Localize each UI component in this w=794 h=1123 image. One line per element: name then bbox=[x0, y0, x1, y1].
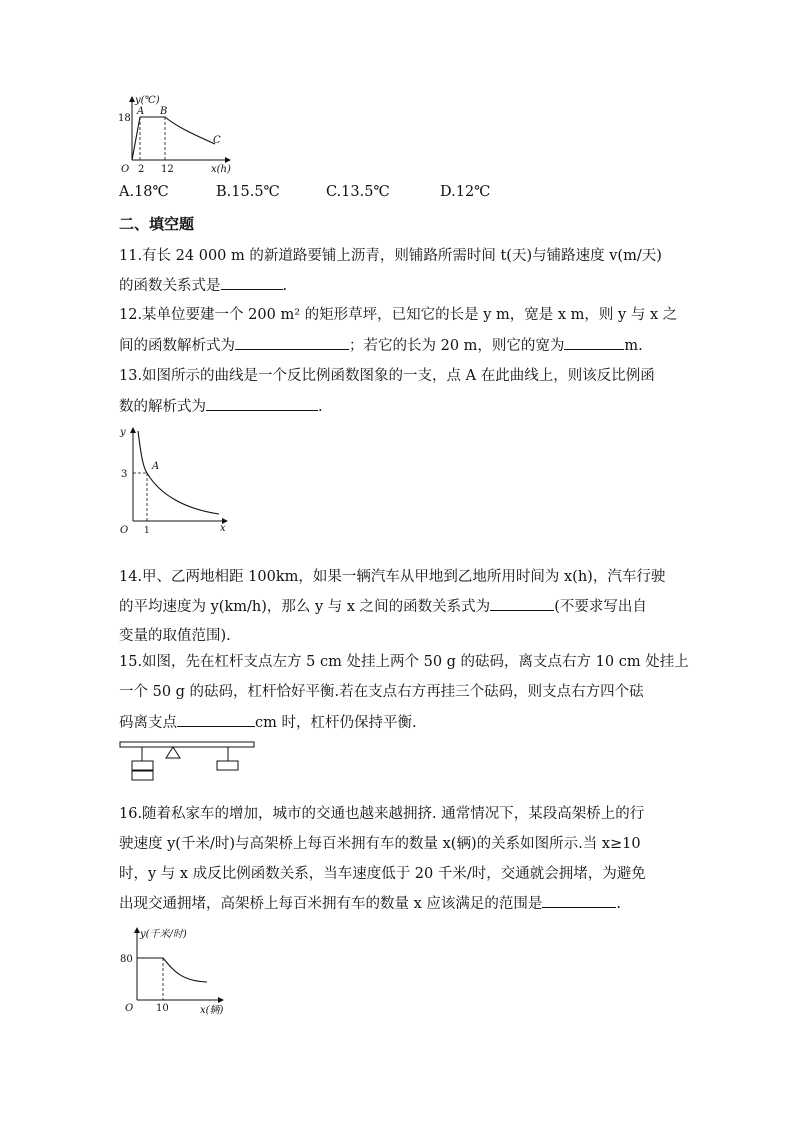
q16-text: 出现交通拥堵，高架桥上每百米拥有车的数量 x 应该满足的范围是 bbox=[119, 896, 543, 912]
x-tick-2: 2 bbox=[138, 164, 145, 175]
q13-text: 数的解析式为 bbox=[119, 399, 206, 415]
weight-left-1 bbox=[132, 761, 153, 770]
q11-text: 的函数关系式是 bbox=[119, 278, 221, 294]
x-tick-12: 12 bbox=[161, 164, 174, 175]
q14-text-post: (不要求写出自 bbox=[554, 599, 647, 615]
q11-end: . bbox=[282, 278, 288, 294]
q16-answer-blank[interactable] bbox=[542, 893, 616, 908]
q12-text: 间的函数解析式为 bbox=[119, 338, 235, 354]
q16-line1: 16.随着私家车的增加，城市的交通也越来越拥挤. 通常情况下，某段高架桥上的行 bbox=[119, 806, 645, 822]
q14-text: 的平均速度为 y(km/h)，那么 y 与 x 之间的函数关系式为 bbox=[119, 599, 491, 615]
point-b-label: B bbox=[160, 106, 168, 117]
y-tick-3: 3 bbox=[121, 469, 128, 480]
q14-line1: 14.甲、乙两地相距 100km，如果一辆汽车从甲地到乙地所用时间为 x(h)，汽车行驶 bbox=[119, 569, 666, 585]
lever-diagram bbox=[118, 740, 258, 785]
point-a-label: A bbox=[152, 461, 160, 472]
y-axis-label: y bbox=[120, 427, 126, 438]
option-b: B.15.5℃ bbox=[216, 184, 280, 200]
q15-line2: 一个 50 g 的砝码，杠杆恰好平衡.若在支点右方再挂三个砝码，则支点右方四个砝 bbox=[119, 684, 644, 700]
point-c-label: C bbox=[213, 135, 221, 146]
q12-answer-blank-2[interactable] bbox=[564, 335, 624, 350]
y-tick-18: 18 bbox=[118, 113, 131, 124]
q12-end: m. bbox=[624, 338, 643, 354]
x-tick-10: 10 bbox=[156, 1003, 169, 1014]
q14-line3: 变量的取值范围). bbox=[119, 628, 231, 644]
weight-right bbox=[217, 761, 238, 770]
section-title: 二、填空题 bbox=[119, 215, 195, 233]
q15-text: 码离支点 bbox=[119, 715, 177, 731]
q15-answer-blank[interactable] bbox=[177, 712, 255, 727]
y-axis-label: y(千米/时) bbox=[140, 929, 187, 940]
q15-text-post: cm 时，杠杆仍保持平衡. bbox=[255, 715, 417, 731]
traffic-speed-graph bbox=[115, 925, 240, 1017]
fulcrum bbox=[166, 747, 180, 758]
inverse-function-graph bbox=[115, 425, 235, 539]
temperature-graph bbox=[115, 93, 240, 180]
q16-line3: 时，y 与 x 成反比例函数关系，当车速度低于 20 千米/时，交通就会拥堵，为避免 bbox=[119, 866, 646, 882]
q11-answer-blank[interactable] bbox=[221, 275, 283, 290]
q13-end: . bbox=[318, 399, 323, 415]
speed-curve bbox=[137, 958, 207, 982]
q12-line2 bbox=[119, 335, 643, 356]
y-axis-label: y(℃) bbox=[135, 95, 160, 106]
option-c: C.13.5℃ bbox=[326, 184, 390, 200]
q13-line1: 13.如图所示的曲线是一个反比例函数图象的一支，点 A 在此曲线上，则该反比例函 bbox=[119, 368, 655, 384]
q13-line2 bbox=[119, 396, 323, 417]
q14-answer-blank[interactable] bbox=[490, 596, 554, 611]
x-axis-label: x(h) bbox=[211, 164, 231, 175]
q15-line1: 15.如图，先在杠杆支点左方 5 cm 处挂上两个 50 g 的砝码，离支点右方 10 cm 处挂上 bbox=[119, 654, 689, 670]
q16-end: . bbox=[616, 896, 622, 912]
origin-label: O bbox=[125, 1003, 134, 1014]
origin-label: O bbox=[120, 525, 129, 536]
q14-line2 bbox=[119, 596, 647, 617]
q11-line1: 11.有长 24 000 m 的新道路要铺上沥青，则铺路所需时间 t(天)与铺路速度 v(m/天) bbox=[119, 248, 662, 264]
x-tick-1: 1 bbox=[144, 526, 150, 536]
x-axis-label: x bbox=[220, 523, 226, 534]
q16-line2: 驶速度 y(千米/时)与高架桥上每百米拥有车的数量 x(辆)的关系如图所示.当 x≥10 bbox=[119, 836, 641, 852]
point-a-label: A bbox=[137, 106, 145, 117]
q12-text-mid: ；若它的长为 20 m，则它的宽为 bbox=[349, 338, 565, 354]
q11-line2 bbox=[119, 275, 287, 296]
lever-bar bbox=[120, 742, 254, 747]
q15-line3 bbox=[119, 712, 417, 733]
q13-answer-blank[interactable] bbox=[206, 396, 318, 411]
temperature-curve bbox=[132, 117, 215, 160]
x-axis-label: x(辆) bbox=[200, 1005, 224, 1016]
y-tick-80: 80 bbox=[120, 954, 133, 965]
weight-left-2 bbox=[132, 771, 153, 780]
option-a: A.18℃ bbox=[119, 184, 169, 200]
q16-line4 bbox=[119, 893, 621, 914]
q12-line1: 12.某单位要建一个 200 m² 的矩形草坪，已知它的长是 y m，宽是 x m，则 y 与 x 之 bbox=[119, 307, 678, 323]
origin-label: O bbox=[121, 164, 130, 175]
q12-answer-blank-1[interactable] bbox=[235, 335, 349, 350]
option-d: D.12℃ bbox=[440, 184, 491, 200]
hyperbola-curve bbox=[138, 431, 219, 514]
